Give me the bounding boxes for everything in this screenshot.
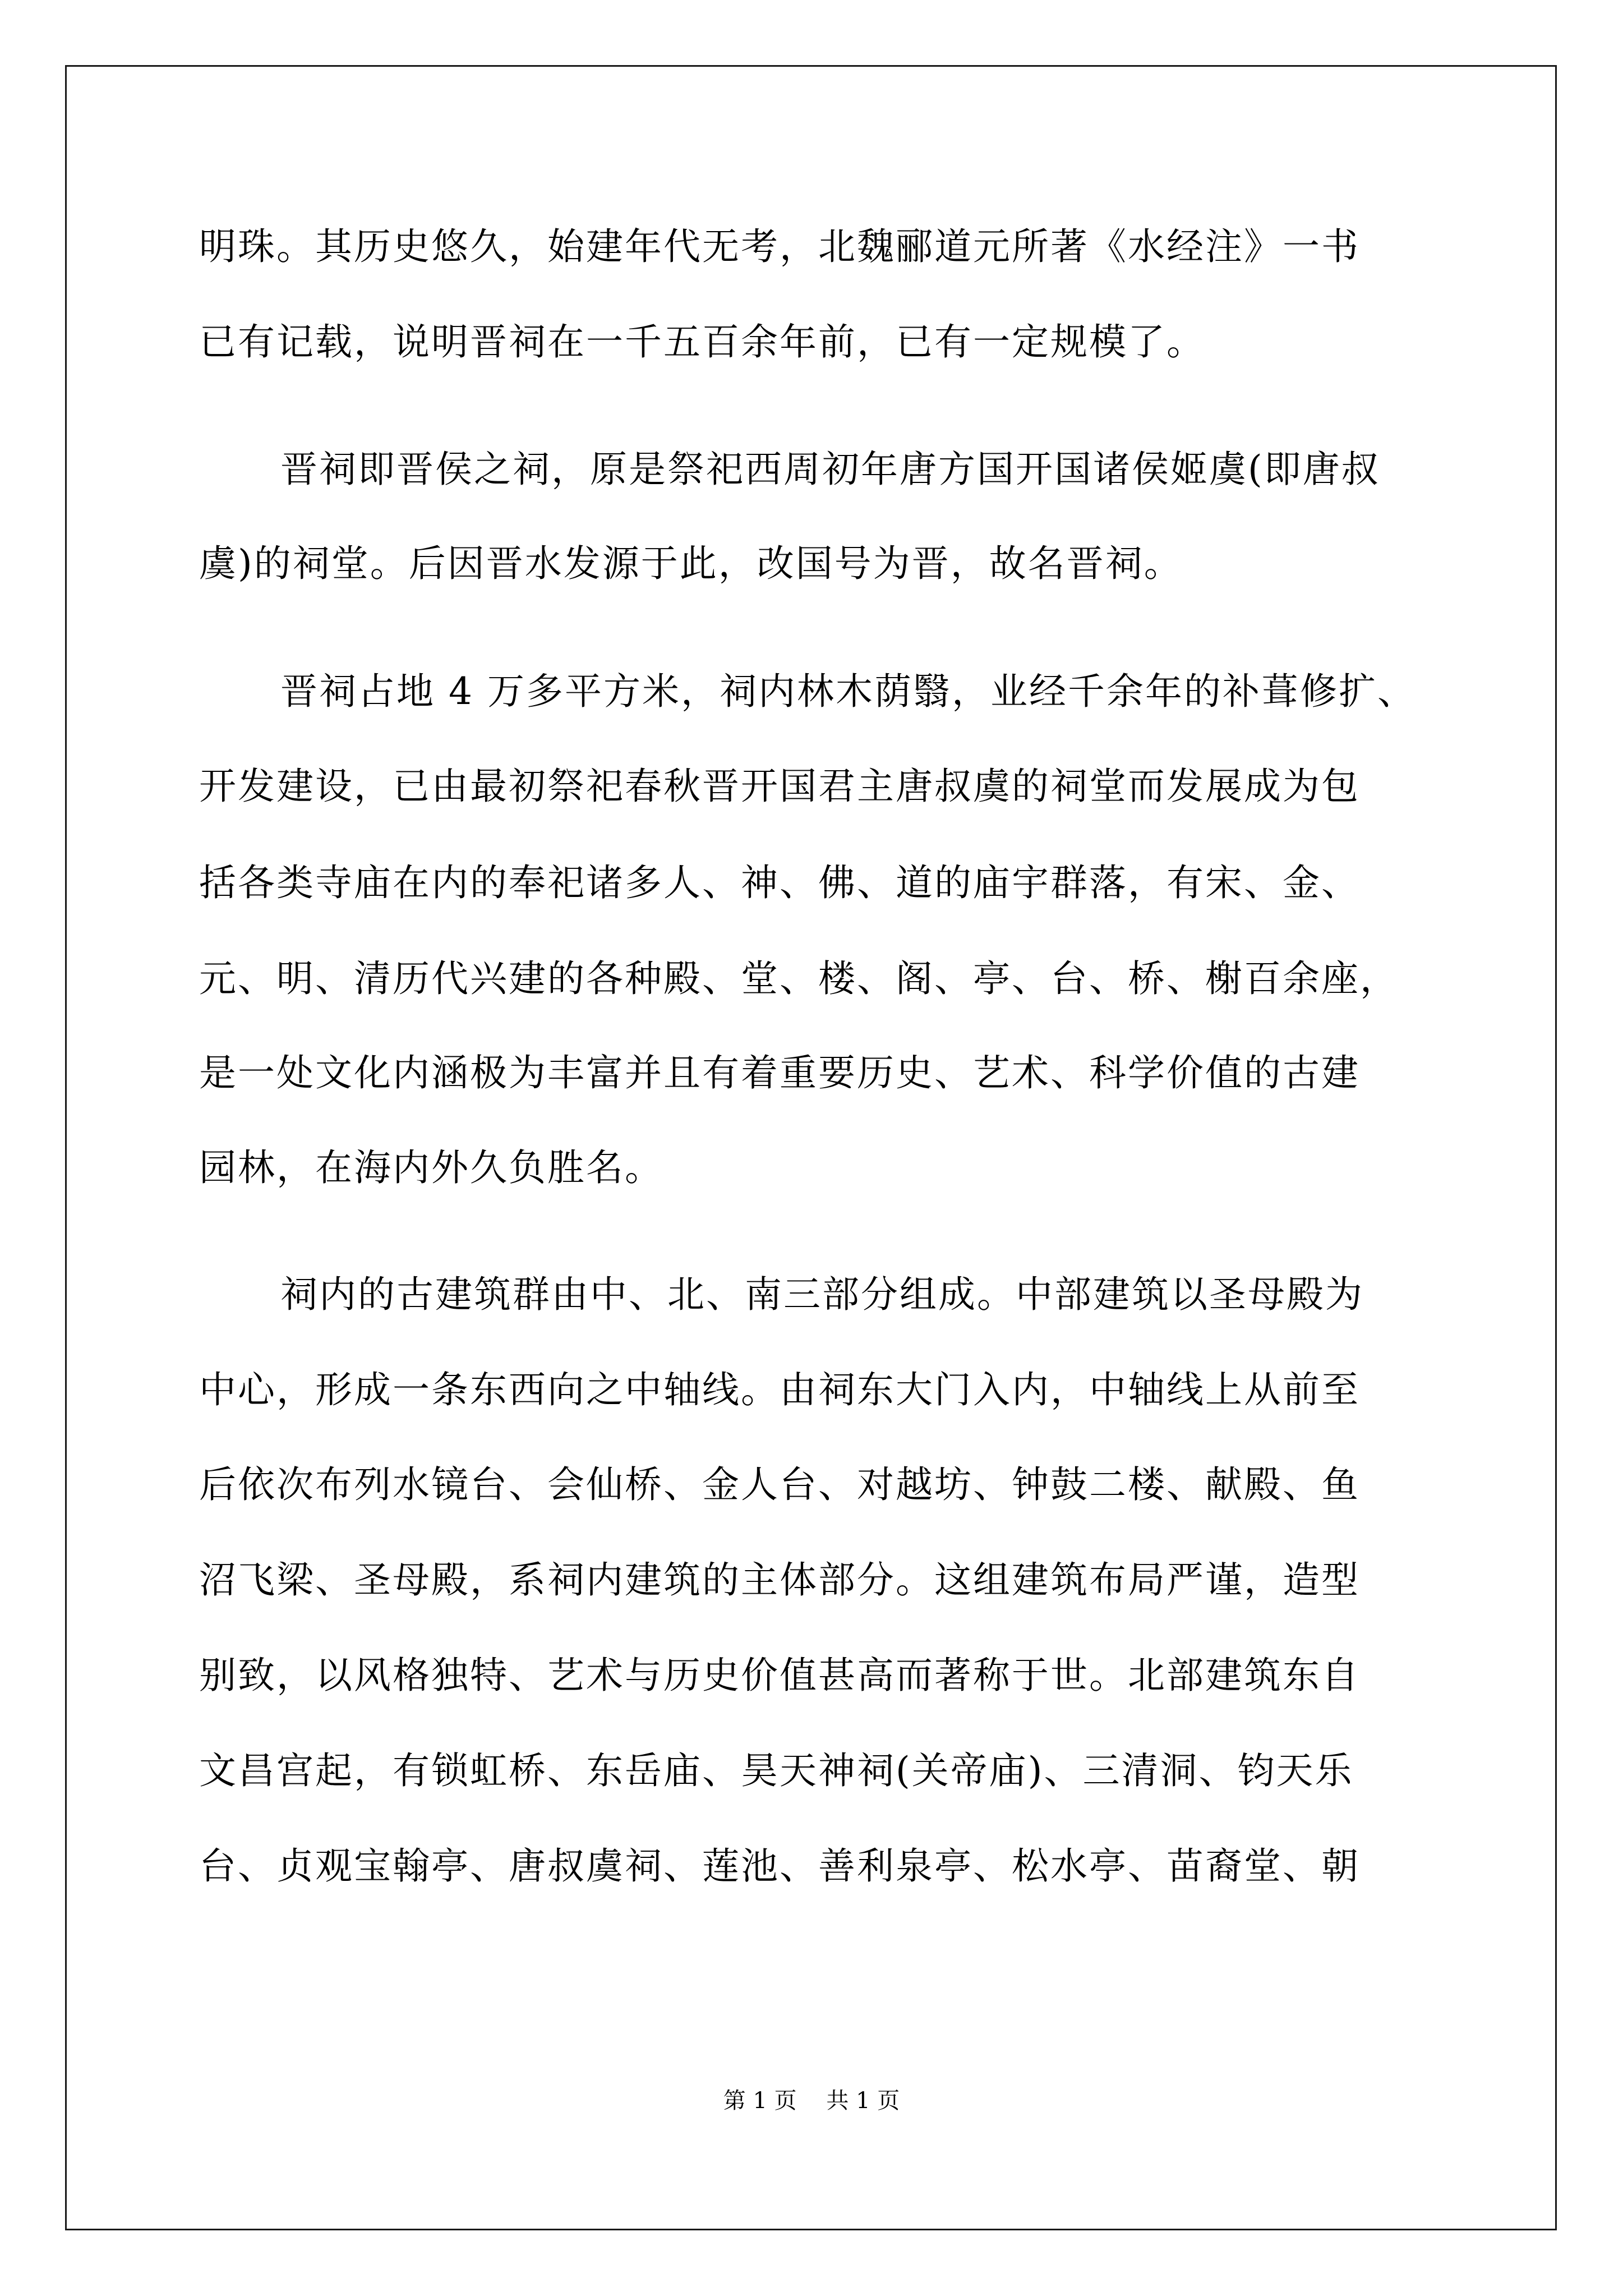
paragraph-start-line: 晋祠即晋侯之祠，原是祭祀西周初年唐方国开国诸侯姬虞(即唐叔 (280, 448, 1380, 491)
page-total: 共 1 页 (826, 2088, 900, 2114)
text-line: 沼飞梁、圣母殿，系祠内建筑的主体部分。这组建筑布局严谨，造型 (199, 1558, 1360, 1602)
page-footer (0, 2087, 1623, 2115)
text-line: 明珠。其历史悠久，始建年代无考，北魏郦道元所著《水经注》一书 (199, 225, 1360, 268)
text-line: 中心，形成一条东西向之中轴线。由祠东大门入内，中轴线上从前至 (199, 1368, 1360, 1411)
text-line: 是一处文化内涵极为丰富并且有着重要历史、艺术、科学价值的古建 (199, 1051, 1360, 1094)
text-line: 已有记载，说明晋祠在一千五百余年前，已有一定规模了。 (199, 320, 1205, 364)
text-line: 文昌宫起，有锁虹桥、东岳庙、昊天神祠(关帝庙)、三清洞、钧天乐 (199, 1749, 1354, 1792)
text-line: 别致，以风格独特、艺术与历史价值甚高而著称于世。北部建筑东自 (199, 1654, 1360, 1697)
text-line: 开发建设，已由最初祭祀春秋晋开国君主唐叔虞的祠堂而发展成为包 (199, 765, 1360, 808)
text-line: 后依次布列水镜台、会仙桥、金人台、对越坊、钟鼓二楼、献殿、鱼 (199, 1463, 1360, 1506)
text-line: 括各类寺庙在内的奉祀诸多人、神、佛、道的庙宇群落，有宋、金、 (199, 861, 1360, 904)
text-line: 园林，在海内外久负胜名。 (199, 1146, 663, 1189)
paragraph-start-line: 祠内的古建筑群由中、北、南三部分组成。中部建筑以圣母殿为 (280, 1273, 1364, 1316)
text-line: 元、明、清历代兴建的各种殿、堂、楼、阁、亭、台、桥、榭百余座， (199, 957, 1399, 1000)
text-line: 虞)的祠堂。后因晋水发源于此，改国号为晋，故名晋祠。 (199, 542, 1183, 585)
page-number: 第 1 页 (723, 2088, 797, 2114)
text-line: 台、贞观宝翰亭、唐叔虞祠、莲池、善利泉亭、松水亭、苗裔堂、朝 (199, 1844, 1360, 1888)
paragraph-start-line: 晋祠占地 4 万多平方米，祠内林木荫翳，业经千余年的补葺修扩、 (280, 670, 1416, 713)
